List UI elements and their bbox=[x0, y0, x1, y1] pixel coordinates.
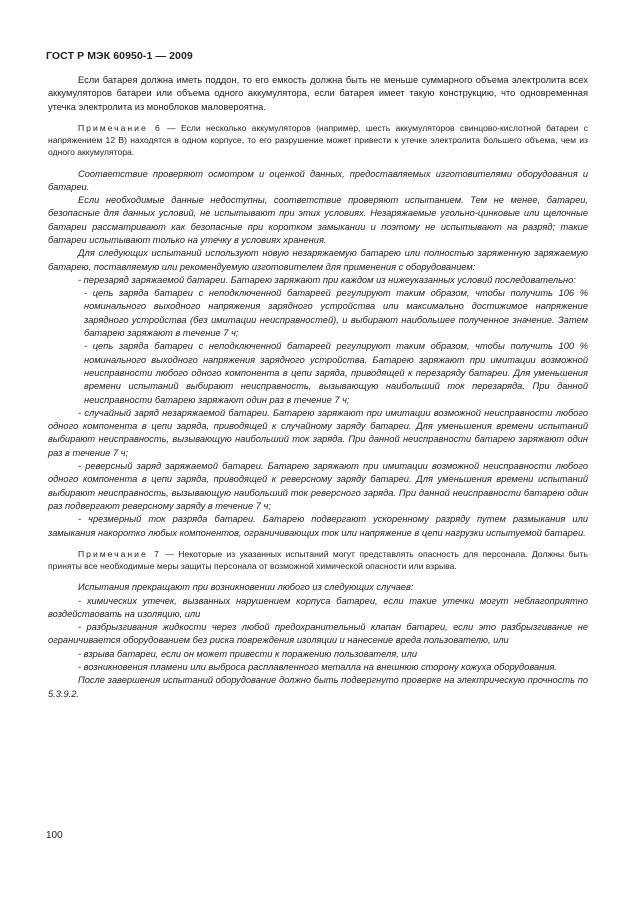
unavailable-data-paragraph: Если необходимые данные недоступны, соответствие проверяют испытанием. Тем не менее, батареи, безопасные для данных условий, не испытывают при этих условиях. Незаряжаемые угольно-цинковые или щелочные батареи рассматривают как безопасные при коротком замыкании и поэтому не испытывают на разряд; такие батареи испытывают только на утечку в условиях хранения. bbox=[48, 195, 588, 245]
note-7-text: — Некоторые из указанных испытаний могут представлять опасность для персонала. Должны быть приняты все необходимые меры защиты персонала от возможной химической опасности или взрыва. bbox=[48, 548, 588, 572]
overcharge-subitem-1: - цепь заряда батареи с неподключенной батареей регулируют таким образом, чтобы получить 106 % номинального выходного напряжения зарядного устройства или максимально достижимое напряжение зарядного устройства (без имитации неисправностей), и выбирают наибольшее полученное значение. Затем батарею заряжают в течение 7 ч; bbox=[84, 288, 588, 339]
excess-discharge-item: - чрезмерный ток разряда батареи. Батарею подвергают ускоренному разряду путем размыкания или замыкания накоротко любых компонентов, ограничивающих ток или напряжение в цепи нагрузки испытуемой батареи. bbox=[48, 514, 588, 538]
stop-case-chemical-leak: - химических утечек, вызванных нарушением корпуса батареи, если такие утечки могут неблагоприятно воздействовать на изоляцию, или bbox=[48, 595, 588, 619]
standard-header: ГОСТ Р МЭК 60950-1 — 2009 bbox=[46, 50, 193, 62]
test-battery-paragraph: Для следующих испытаний используют новую незаряжаемую батарею или полностью заряженную заряжаемую батарею, поставляемую или рекомендуемую изготовителем для применения с оборудованием: bbox=[48, 248, 588, 272]
random-charge-item: - случайный заряд незаряжаемой батареи. Батарею заряжают при имитации возможной неисправности любого одного компонента в цепи заряда, приводящей к случайному заряду батареи. Для уменьшения времени испытаний выбирают неисправность, вызывающую наибольший ток заряда. При данной неисправности батарею заряжают один раз в течение 7 ч; bbox=[48, 407, 588, 458]
tray-capacity-paragraph: Если батарея должна иметь поддон, то его емкость должна быть не меньше суммарного объема электролита всех аккумуляторов батареи или объема одного аккумулятора, если батарея имеет такую конструкцию, что одновременная утечка электролита из моноблоков маловероятна. bbox=[48, 75, 588, 112]
note-6 bbox=[48, 122, 588, 159]
stop-case-explosion: - взрыва батареи, если он может привести к поражению пользователя, или bbox=[78, 648, 417, 659]
overcharge-subitem-2: - цепь заряда батареи с неподключенной батареей регулируют таким образом, чтобы получить 100 % номинального выходного напряжения зарядного устройства. Батарею заряжают при имитации возможной неисправности любого одного компонента в цепи заряда, приводящей к перезаряду батареи. Для уменьшения времени испытаний выбирают неисправность, вызывающую наибольший ток перезаряда. При данной неисправности батарею заряжают один раз в течение 7 ч; bbox=[84, 341, 588, 405]
overcharge-item: - перезаряд заряжаемой батареи. Батарею заряжают при каждом из нижеуказанных условий последовательно: bbox=[78, 274, 576, 285]
compliance-paragraph: Соответствие проверяют осмотром и оценкой данных, предоставляемых изготовителями оборудования и батареи. bbox=[48, 168, 588, 192]
page-number: 100 bbox=[46, 830, 63, 841]
note-6-text: — Если несколько аккумуляторов (например, шесть аккумуляторов свинцово-кислотной батареи с напряжением 12 В) находятся в одном корпусе, то его разрушение может привести к утечке электролита большего объема, чем из одного аккумулятора. bbox=[48, 122, 588, 158]
document-body bbox=[48, 74, 588, 701]
note-6-label: Примечание 6 bbox=[78, 122, 162, 133]
stop-case-flame: - возникновения пламени или выброса расплавленного металла на внешнюю сторону кожуха оборудования. bbox=[78, 662, 558, 672]
after-tests-paragraph: После завершения испытаний оборудование должно быть подвергнуто проверке на электрическую прочность по 5.3.9.2. bbox=[48, 675, 588, 699]
stop-case-spraying: - разбрызгивания жидкости через любой предохранительный клапан батареи, если это разбрызгивание не ограничивается оборудованием без риска повреждения изоляции и нанесение вреда пользователю, или bbox=[48, 622, 588, 646]
reverse-charge-item: - реверсный заряд заряжаемой батареи. Батарею заряжают при имитации возможной неисправности любого одного компонента в цепи заряда, приводящей к реверсному заряду батареи. Для уменьшения времени испытаний выбирают неисправность, вызывающую наибольший ток реверсного заряда. При данной неисправности батарею один раз подвергают реверсному заряду в течение 7 ч; bbox=[48, 461, 588, 511]
stop-tests-paragraph: Испытания прекращают при возникновении любого из следующих случаев: bbox=[78, 582, 414, 593]
note-7 bbox=[48, 548, 588, 572]
note-7-label: Примечание 7 bbox=[78, 548, 161, 559]
